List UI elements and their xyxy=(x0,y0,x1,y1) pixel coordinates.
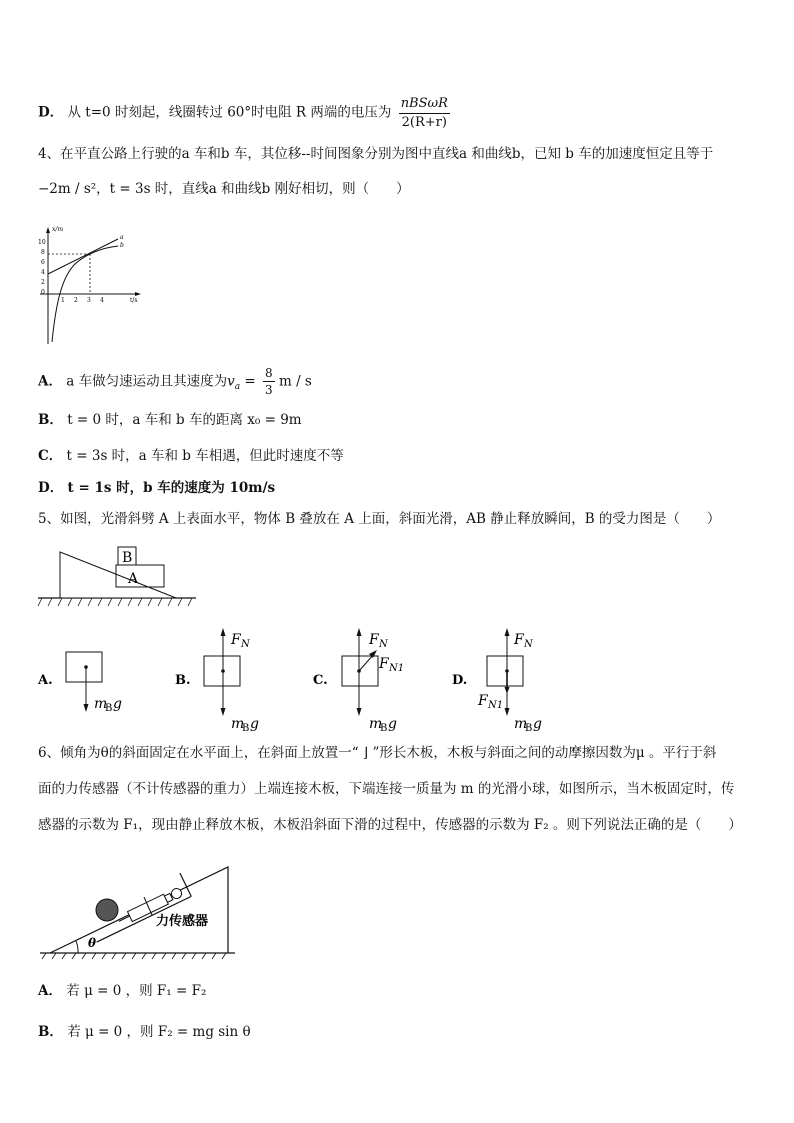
gravity-label-b: B xyxy=(105,703,113,714)
normal-force-arrowhead xyxy=(357,628,362,636)
x-tick-1: 1 xyxy=(61,297,65,304)
q5-option-a-diagram xyxy=(38,628,148,718)
x-axis-arrow xyxy=(135,292,141,296)
option-label: D. xyxy=(452,673,468,688)
gravity-label-g: g xyxy=(113,696,122,712)
gravity-label-b: B xyxy=(525,723,533,734)
option-text: 若 μ = 0 ，则 F₂ = mg sin θ xyxy=(67,1024,251,1040)
q5-wedge-figure xyxy=(38,542,198,612)
x-axis-label: t/s xyxy=(130,297,138,304)
option-text: a 车做匀速运动且其速度为 xyxy=(66,373,228,390)
curve-a-label: a xyxy=(120,234,124,241)
gravity-label-m: m xyxy=(369,716,383,732)
option-text: 从 t=0 时刻起，线圈转过 60°时电阻 R 两端的电压为 xyxy=(67,104,392,121)
gravity-arrowhead xyxy=(221,708,226,716)
friction-label-f: F xyxy=(478,693,488,709)
fraction-denominator: 3 xyxy=(265,383,273,398)
option-label: C． xyxy=(38,448,63,464)
option-label: A. xyxy=(38,673,53,688)
line-a xyxy=(48,239,118,274)
ground-hatching xyxy=(38,598,192,606)
option-text: 若 μ = 0 ，则 F₁ = F₂ xyxy=(66,983,207,999)
speed-fraction xyxy=(263,366,275,398)
gravity-label-b: B xyxy=(242,723,250,734)
fraction-numerator: 8 xyxy=(263,366,275,382)
q6-stem-line2: 面的力传感器（不计传感器的重力）上端连接木板，下端连接一质量为 m 的光滑小球，如图所示，当木板固定时，传 xyxy=(38,781,735,797)
force-box xyxy=(66,652,102,682)
y-tick-6: 6 xyxy=(41,259,45,266)
x-tick-4: 4 xyxy=(100,297,104,304)
option-label: D． xyxy=(38,104,64,121)
q5-option-b-diagram xyxy=(175,626,285,738)
y-tick-8: 8 xyxy=(41,249,45,256)
voltage-fraction xyxy=(399,96,450,130)
q4-stem-line2: −2m / s²，t = 3s 时，直线a 和曲线b 刚好相切，则（ ） xyxy=(38,181,410,197)
option-label: A． xyxy=(38,373,62,390)
q4-option-c xyxy=(38,448,344,464)
normal-force-arrowhead xyxy=(221,628,226,636)
friction-label-n1: N1 xyxy=(488,700,504,711)
q4-option-b xyxy=(38,412,302,428)
option-text: t = 3s 时，a 车和 b 车相遇，但此时速度不等 xyxy=(66,448,344,464)
gravity-arrowhead xyxy=(357,708,362,716)
gravity-label-g: g xyxy=(388,716,397,732)
angle-arc xyxy=(76,941,78,953)
y-tick-2: 2 xyxy=(41,279,45,286)
option-label: D． xyxy=(38,480,64,496)
angle-label: θ xyxy=(88,936,97,950)
normal-label-n: N xyxy=(379,639,388,650)
gravity-label-m: m xyxy=(514,716,528,732)
sensor-label: 力传感器 xyxy=(156,914,209,929)
normal-label-f: F xyxy=(514,632,524,648)
option-text: t = 0 时，a 车和 b 车的距离 x₀ = 9m xyxy=(67,412,302,428)
gravity-arrowhead xyxy=(84,704,89,712)
q4-option-a xyxy=(38,366,312,398)
q6-stem-line3: 感器的示数为 F₁，现由静止释放木板，木板沿斜面下滑的过程中，传感器的示数为 F₂ 。则下列说法正确的是（ ） xyxy=(38,817,742,833)
x-tick-2: 2 xyxy=(74,297,78,304)
option-label: B． xyxy=(38,412,63,428)
q5-option-c-diagram xyxy=(313,626,433,738)
q6-option-a xyxy=(38,983,206,999)
y-axis-arrow xyxy=(46,227,50,233)
option-label: A． xyxy=(38,983,62,999)
normal-label-f: F xyxy=(231,632,241,648)
q5-stem: 5、如图，光滑斜劈 A 上表面水平，物体 B 叠放在 A 上面，斜面光滑，AB 静止释放瞬间，B 的受力图是（ ） xyxy=(38,511,721,527)
velocity-subscript: a xyxy=(234,382,241,393)
option-text: t = 1s 时，b 车的速度为 10m/s xyxy=(67,480,276,496)
fraction-numerator: nBSωR xyxy=(399,96,450,114)
q6-option-b xyxy=(38,1024,251,1040)
q5-option-d-diagram xyxy=(452,626,572,738)
option-unit: m / s xyxy=(278,373,312,390)
fraction-denominator: 2(R+r) xyxy=(401,114,447,130)
force-box xyxy=(487,656,523,686)
gravity-label-m: m xyxy=(94,696,108,712)
y-axis-label: x/m xyxy=(52,226,64,233)
friction-label-n1: N1 xyxy=(389,663,405,674)
prev-option-d xyxy=(38,96,450,130)
x-tick-3: 3 xyxy=(87,297,91,304)
y-tick-4: 4 xyxy=(41,269,45,276)
ground-hatching xyxy=(42,953,226,959)
q6-incline-figure xyxy=(40,853,240,963)
ball xyxy=(96,899,118,921)
q6-stem-line1: 6、倾角为θ的斜面固定在水平面上，在斜面上放置一“ ⌋ ”形长木板，木板与斜面之间的动摩擦因数为μ 。平行于斜 xyxy=(38,745,717,761)
normal-label-f: F xyxy=(369,632,379,648)
block-a-label: A xyxy=(128,571,139,587)
normal-force-arrowhead xyxy=(505,628,510,636)
gravity-arrowhead xyxy=(505,708,510,716)
gravity-label-g: g xyxy=(250,716,259,732)
gravity-label-b: B xyxy=(380,723,388,734)
velocity-symbol: v xyxy=(227,373,235,390)
gravity-label-g: g xyxy=(533,716,542,732)
y-tick-0: 0 xyxy=(41,289,45,296)
q4-stem-line1: 4、在平直公路上行驶的a 车和b 车，其位移--时间图象分别为图中直线a 和曲线b，已知 b 车的加速度恒定且等于 xyxy=(38,146,714,162)
block-b-label: B xyxy=(122,550,133,566)
friction-force-arrowhead xyxy=(505,687,510,694)
y-tick-10: 10 xyxy=(38,239,46,246)
option-label: B. xyxy=(175,673,191,688)
friction-label-f: F xyxy=(379,656,389,672)
option-label: B． xyxy=(38,1024,63,1040)
q4-xt-graph xyxy=(30,222,150,352)
option-label: C. xyxy=(313,673,328,688)
curve-b-label: b xyxy=(120,242,124,249)
normal-label-n: N xyxy=(524,639,533,650)
gravity-label-m: m xyxy=(231,716,245,732)
normal-label-n: N xyxy=(241,639,250,650)
q4-option-d xyxy=(38,480,275,496)
equals-sign: = xyxy=(240,373,261,390)
